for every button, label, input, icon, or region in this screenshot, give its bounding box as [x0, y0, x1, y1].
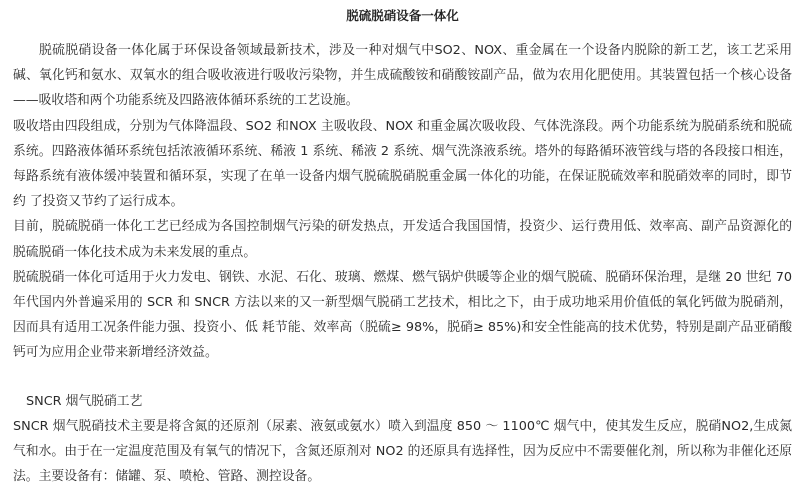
paragraph-absorption-tower: 吸收塔由四段组成，分别为气体降温段、SO2 和NOX 主吸收段、NOX 和重金属次吸收段、气体洗涤段。两个功能系统为脱硝系统和脱硫系统。四路液体循环系统包括浓液循环系统、稀液 1 系统、稀液 2 系统、烟气洗涤液系统。塔外的每路循环液管线与塔的各段接口相连，每路系统有液体缓冲装置和循环泵，实现了在单一设备内烟气脱硫脱硝脱重金属一体化的功能，在保证脱硫效率和脱硝效率的同时，即节约 了投资又节约了运行成本。	[13, 118, 792, 210]
paragraph-current-status: 目前，脱硫脱硝一体化工艺已经成为各国控制烟气污染的研发热点，开发适合我国国情，投资少、运行费用低、效率高、副产品资源化的脱硫脱硝一体化技术成为未来发展的重点。	[13, 219, 792, 260]
section-spacer	[13, 366, 792, 390]
paragraph-sncr: SNCR 烟气脱硝技术主要是将含氮的还原剂（尿素、液氨或氨水）喷入到温度 850 ～ 1100℃ 烟气中，使其发生反应，脱硝NO2,生成氮气和水。由于在一定温度范围及有氧气的情况下，含氮还原剂对 NO2 的还原具有选择性，因为反应中不需要催化剂，所以称为非催化还原法。主要设备有：储罐、泵、喷枪、管路、测控设备。	[13, 418, 792, 485]
paragraph-intro: 脱硫脱硝设备一体化属于环保设备领域最新技术，涉及一种对烟气中SO2、NOX、重金属在一个设备内脱除的新工艺，该工艺采用碱、氧化钙和氨水、双氧水的组合吸收液进行吸收污染物，并生成硫酸铵和硝酸铵副产品，做为农用化肥使用。其装置包括一个核心设备——吸收塔和两个功能系统及四路液体循环系统的工艺设施。	[13, 43, 792, 109]
paragraph-applications: 脱硫脱硝一体化可适用于火力发电、钢铁、水泥、石化、玻璃、燃煤、燃气锅炉供暖等企业的烟气脱硫、脱硝环保治理，是继 20 世纪 70 年代国内外普遍采用的 SCR 和 SNCR 方法以来的又一新型烟气脱硝工艺技术，相比之下，由于成功地采用价值低的氧化钙做为脱硝剂，因而具有适用工况条件能力强、投资小、低 耗节能、效率高（脱硫≥ 98%，脱硝≥ 85%)和安全性能高的技术优势，特别是副产品亚硝酸钙可为应用企业带来新增经济效益。	[13, 269, 792, 361]
section-heading: SNCR 烟气脱硝工艺	[26, 393, 143, 409]
page-title: 脱硫脱硝设备一体化	[346, 8, 459, 23]
